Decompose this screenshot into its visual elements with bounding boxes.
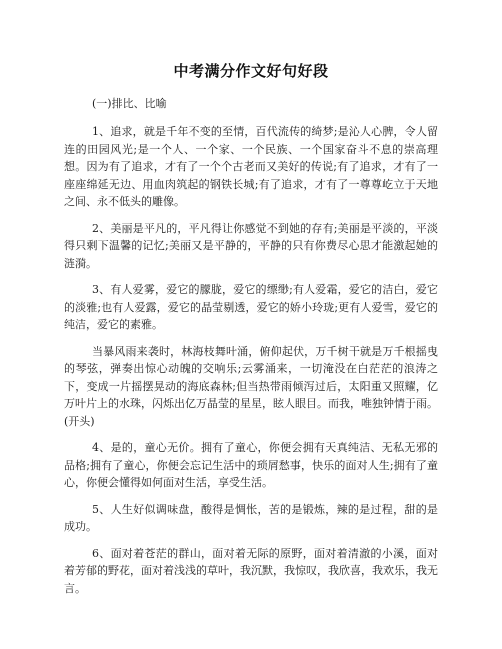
section-heading: (一)排比、比喻 (92, 97, 167, 110)
paragraph-1: 1、追求，就是千年不变的至情，百代流传的绮梦;是沁人心脾，令人留连的田园风光;是一个人、一个家、一个民族、一个国家奋斗不息的崇高理想。因为有了追求，才有了一个个古老而又美好的传说;有了追求，才有了一座座绵延无边、用血肉筑起的钢铁长城;有了追求，才有了一尊尊屹立于天地之间、永不低头的雕像。 (64, 125, 438, 208)
paragraph-5: 4、是的，童心无价。拥有了童心，你便会拥有天真纯洁、无私无邪的品格;拥有了童心，你便会忘记生活中的琐屑愁事，快乐的面对人生;拥有了童心，你便会懂得如何面对生活，享受生活。 (64, 441, 438, 489)
page-title: 中考满分作文好句好段 (173, 62, 329, 80)
paragraph-3: 3、有人爱雾，爱它的朦胧，爱它的缥缈;有人爱霜，爱它的洁白，爱它的淡雅;也有人爱露，爱它的晶莹剔透，爱它的娇小玲珑;更有人爱雪，爱它的纯洁，爱它的素雅。 (64, 283, 438, 331)
paragraph-2: 2、美丽是平凡的，平凡得让你感觉不到她的存有;美丽是平淡的，平淡得只剩下温馨的记忆;美丽又是平静的，平静的只有你费尽心思才能激起她的涟漪。 (64, 221, 438, 270)
paragraph-4: 当暴风雨来袭时，林海枝舞叶涌，俯仰起伏，万千树干就是万千根摇曳的琴弦，弹奏出惊心动魄的交响乐;云雾涌来，一切淹没在白茫茫的浪涛之下，变成一片摇摆晃动的海底森林;但当热带雨倾泻过后，太阳重又照耀，亿万叶片上的水珠，闪烁出亿万晶莹的星星，眩人眼目。而我，唯独钟情于雨。(开头) (64, 344, 438, 428)
paragraph-7: 6、面对着苍茫的群山，面对着无际的原野，面对着清澈的小溪，面对着芳郁的野花，面对着浅浅的草叶，我沉默，我惊叹，我欣喜，我欢乐，我无言。 (64, 546, 438, 595)
paragraph-6: 5、人生好似调味盘，酸得是惆怅，苦的是锻炼，辣的是过程，甜的是成功。 (64, 502, 438, 533)
